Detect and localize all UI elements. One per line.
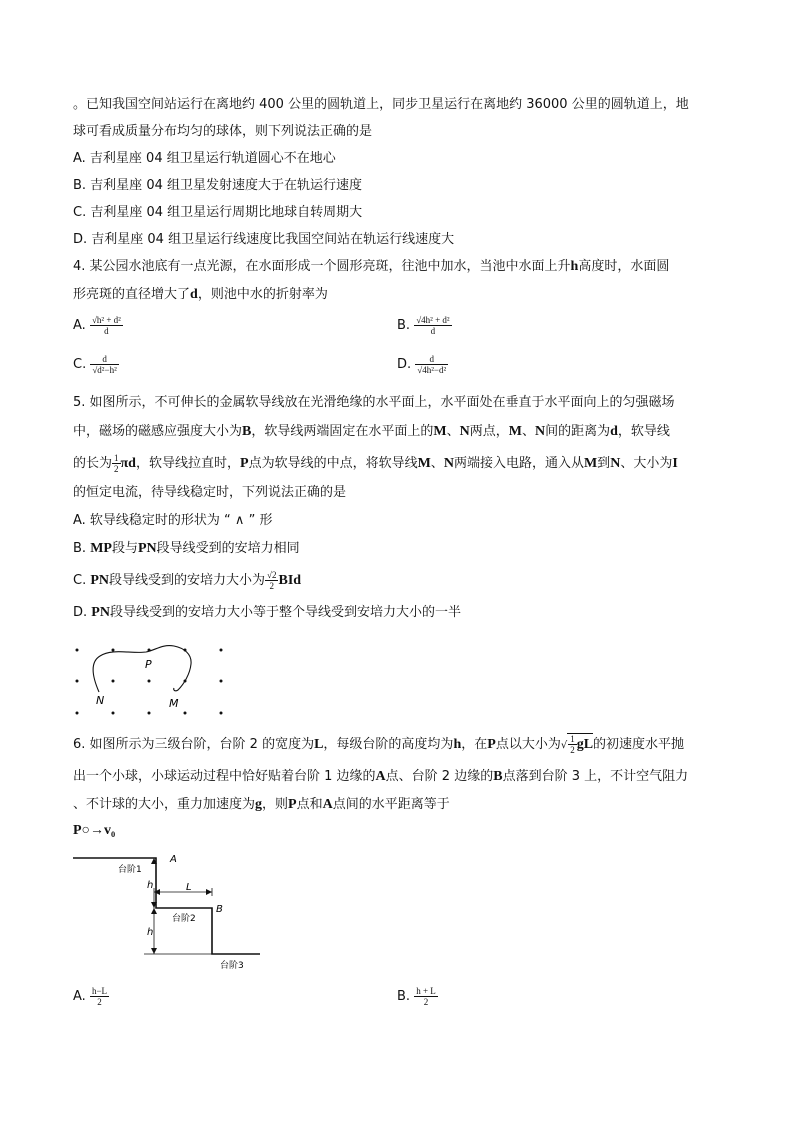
q6-stem-line1: 6. 如图所示为三级台阶，台阶 2 的宽度为L，每级台阶的高度均为h，在P点以大小为√ $\frac{1}{2}$ gL的初速度水平抛: [73, 734, 685, 755]
label-m: M: [169, 697, 179, 710]
q5-stem-line2: 中，磁场的磁感应强度大小为B，软导线两端固定在水平面上的M、N两点，M、N间的距离为d，软导线: [73, 424, 670, 439]
q6-stem-line3: 、不计球的大小，重力加速度为g，则P点和A点间的水平距离等于: [73, 797, 450, 812]
label-h1: h: [147, 880, 154, 891]
q4-option-b: B. $\frac{\text{√4h² + d²}}{d}$: [397, 315, 450, 336]
fraction: $\frac{\text{√4h² + d²}}{d}$: [416, 315, 450, 336]
q3-option-c: C. 吉利星座 04 组卫星运行周期比地球自转周期大: [73, 205, 363, 220]
q5-stem-line3: 的长为 $\frac{1}{2}$ πd，软导线拉直时，P点为软导线的中点，将软导线M、N两端接入电路，通入从M到N、大小为I: [73, 453, 678, 474]
q5-stem-line4: 的恒定电流，待导线稳定时，下列说法正确的是: [73, 485, 347, 500]
q5-wire-figure: [70, 640, 240, 722]
q4-stem-line2: 形亮斑的直径增大了d，则池中水的折射率为: [73, 287, 328, 302]
q3-stem-line1: 。已知我国空间站运行在离地约 400 公里的圆轨道上，同步卫星运行在离地约 36000 公里的圆轨道上，地: [73, 97, 689, 112]
q6-option-b: B. $\frac{h + L}{2}$: [397, 986, 436, 1007]
fraction: $\frac{d}{\text{√4h²−d²}}$: [417, 354, 447, 375]
q5-option-d: D. PN段导线受到的安培力大小等于整个导线受到安培力大小的一半: [73, 605, 461, 620]
q3-option-d: D. 吉利星座 04 组卫星运行线速度比我国空间站在轨运行线速度大: [73, 232, 455, 247]
q3-option-b: B. 吉利星座 04 组卫星发射速度大于在轨运行速度: [73, 178, 362, 193]
fraction: $\frac{d}{\text{√d²−h²}}$: [92, 354, 117, 375]
label-a: A: [170, 854, 177, 865]
label-p: P: [145, 658, 152, 671]
fraction: $\frac{h-L}{2}$: [91, 986, 108, 1007]
label-b: B: [216, 904, 223, 915]
q6-steps-figure: [70, 846, 270, 974]
label-l: L: [186, 882, 192, 893]
q6-launch-label: P○→v₀: [73, 823, 116, 838]
q6-stem-line2: 出一个小球，小球运动过程中恰好贴着台阶 1 边缘的A点、台阶 2 边缘的B点落到台阶 3 上，不计空气阻力: [73, 769, 689, 784]
label-step1: 台阶1: [118, 865, 142, 875]
q3-stem-line2: 球可看成质量分布均匀的球体，则下列说法正确的是: [73, 124, 373, 139]
label-h2: h: [147, 927, 154, 938]
q4-option-c: C. $\frac{d}{\text{√d²−h²}}$: [73, 354, 117, 375]
label-step3: 台阶3: [220, 961, 244, 971]
fraction: $\frac{h + L}{2}$: [416, 986, 436, 1007]
q4-option-a: A. $\frac{\text{√h² + d²}}{d}$: [73, 315, 121, 336]
label-step2: 台阶2: [172, 914, 196, 924]
fraction: $\frac{√2}{2}$: [267, 570, 277, 591]
q5-option-c: C. PN段导线受到的安培力大小为 $\frac{√2}{2}$ BId: [73, 570, 302, 591]
q4-option-d: D. $\frac{d}{\text{√4h²−d²}}$: [397, 354, 447, 375]
q5-stem-line1: 5. 如图所示，不可伸长的金属软导线放在光滑绝缘的水平面上，水平面处在垂直于水平面向上的匀强磁场: [73, 395, 675, 410]
fraction: $\frac{1}{2}$: [114, 453, 119, 474]
fraction: $\frac{\text{√h² + d²}}{d}$: [91, 315, 121, 336]
q3-option-a: A. 吉利星座 04 组卫星运行轨道圆心不在地心: [73, 151, 336, 166]
q5-option-b: B. MP段与PN段导线受到的安培力相同: [73, 541, 300, 556]
q6-option-a: A. $\frac{h-L}{2}$: [73, 986, 108, 1007]
label-n: N: [96, 694, 105, 707]
q4-stem-line1: 4. 某公园水池底有一点光源，在水面形成一个圆形亮斑，往池中加水，当池中水面上升h高度时，水面圆: [73, 259, 670, 274]
soft-wire: [93, 646, 191, 692]
q5-option-a: A. 软导线稳定时的形状为 “ ∧ ” 形: [73, 513, 273, 528]
fraction: $\frac{1}{2}$: [570, 734, 575, 755]
